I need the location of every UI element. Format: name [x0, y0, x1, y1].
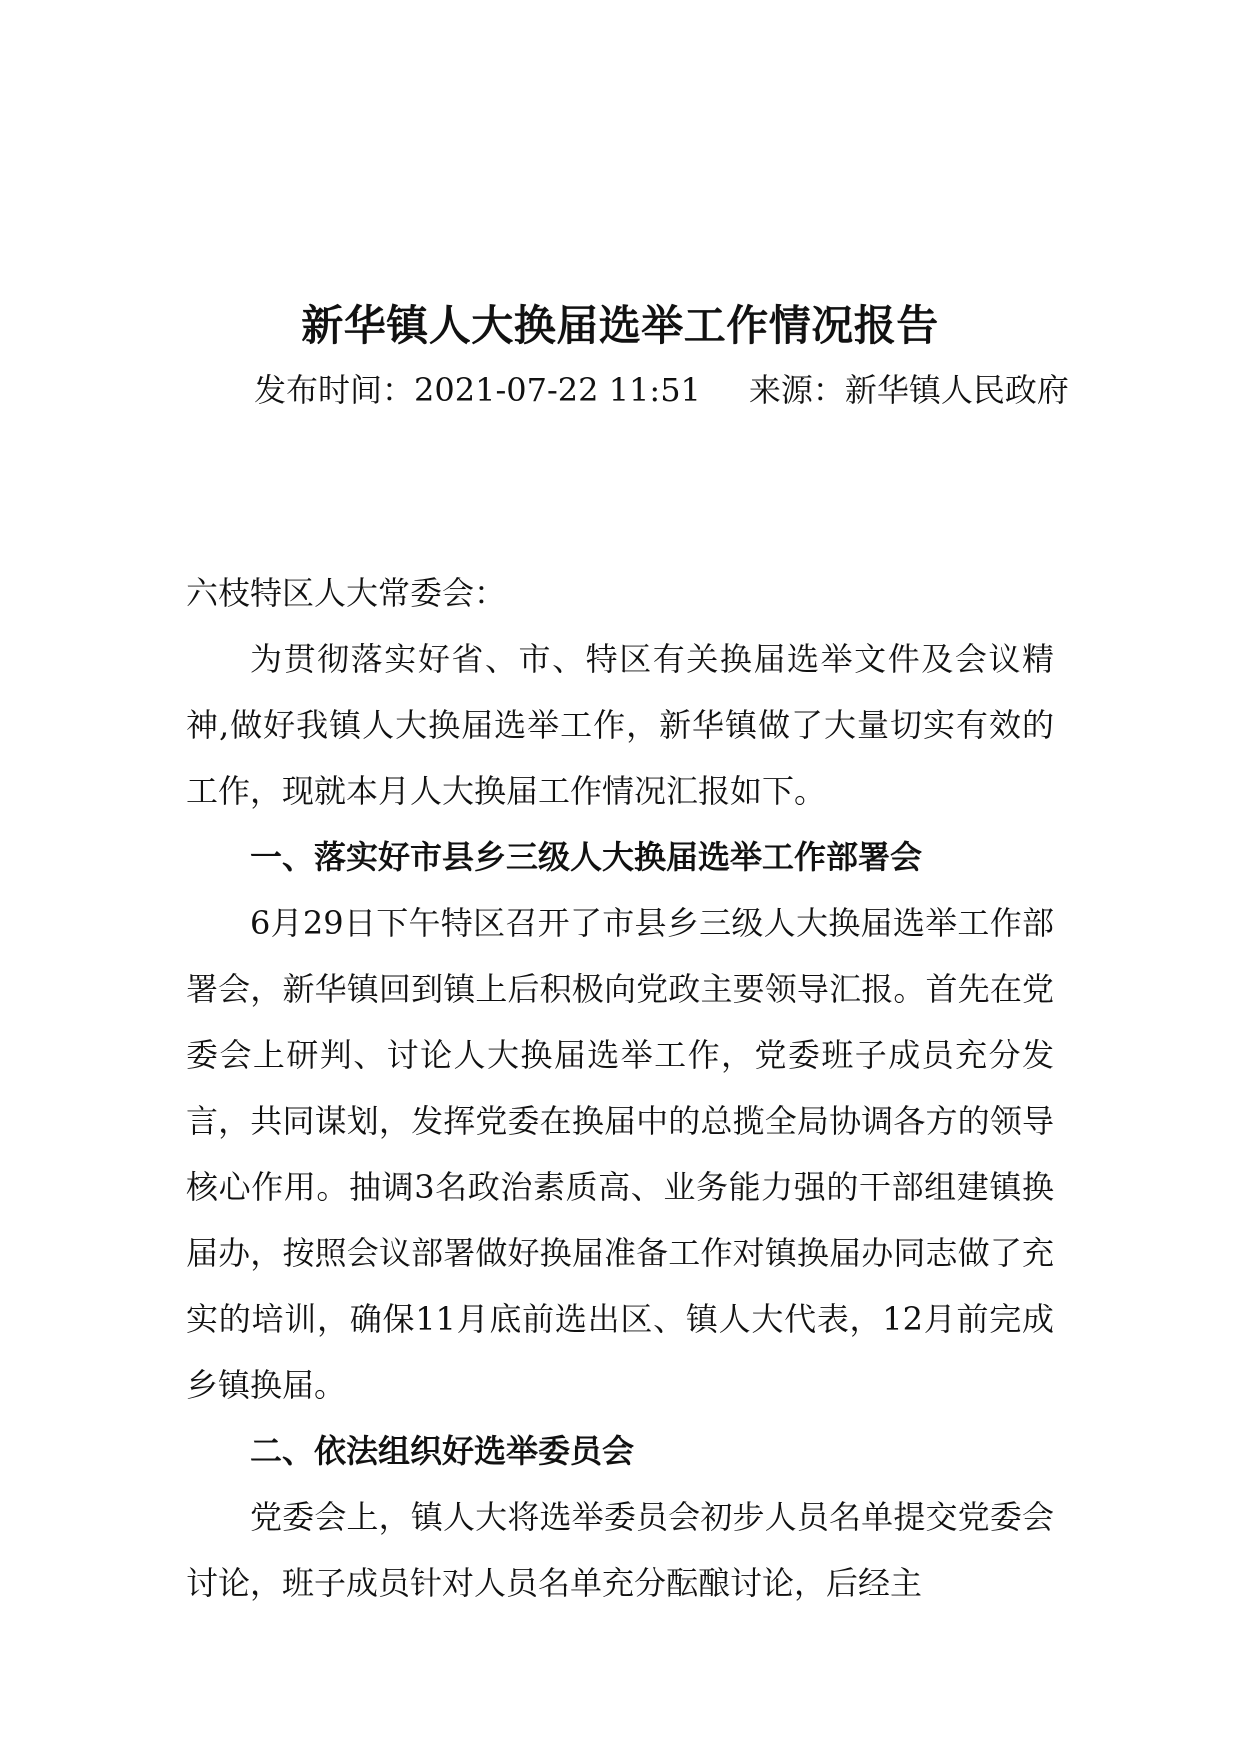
paragraph-intro: 为贯彻落实好省、市、特区有关换届选举文件及会议精神,做好我镇人大换届选举工作，新华镇做了大量切实有效的工作，现就本月人大换届工作情况汇报如下。: [186, 640, 1054, 810]
source-label: 来源：: [748, 371, 845, 409]
section-heading-1: 一、落实好市县乡三级人大换届选举工作部署会: [250, 838, 923, 876]
document-body: [186, 560, 1054, 1616]
paragraph-section-1: 6月29日下午特区召开了市县乡三级人大换届选举工作部署会，新华镇回到镇上后积极向党政主要领导汇报。首先在党委会上研判、讨论人大换届选举工作，党委班子成员充分发言，共同谋划，发挥党委在换届中的总揽全局协调各方的领导核心作用。抽调3名政治素质高、业务能力强的干部组建镇换届办，按照会议部署做好换届准备工作对镇换届办同志做了充实的培训，确保11月底前选出区、镇人大代表，12月前完成乡镇换届。: [186, 904, 1054, 1404]
document-title: 新华镇人大换届选举工作情况报告: [301, 301, 939, 350]
paragraph-section-2: 党委会上，镇人大将选举委员会初步人员名单提交党委会讨论，班子成员针对人员名单充分酝酿讨论，后经主: [186, 1498, 1054, 1602]
document-meta: [254, 368, 1074, 412]
source-name: 新华镇人民政府: [844, 371, 1069, 409]
section-heading-2: 二、依法组织好选举委员会: [250, 1432, 635, 1470]
publish-label: 发布时间：: [254, 371, 415, 409]
salutation: 六枝特区人大常委会：: [186, 574, 507, 612]
publish-time: 2021-07-22 11:51: [414, 371, 701, 409]
